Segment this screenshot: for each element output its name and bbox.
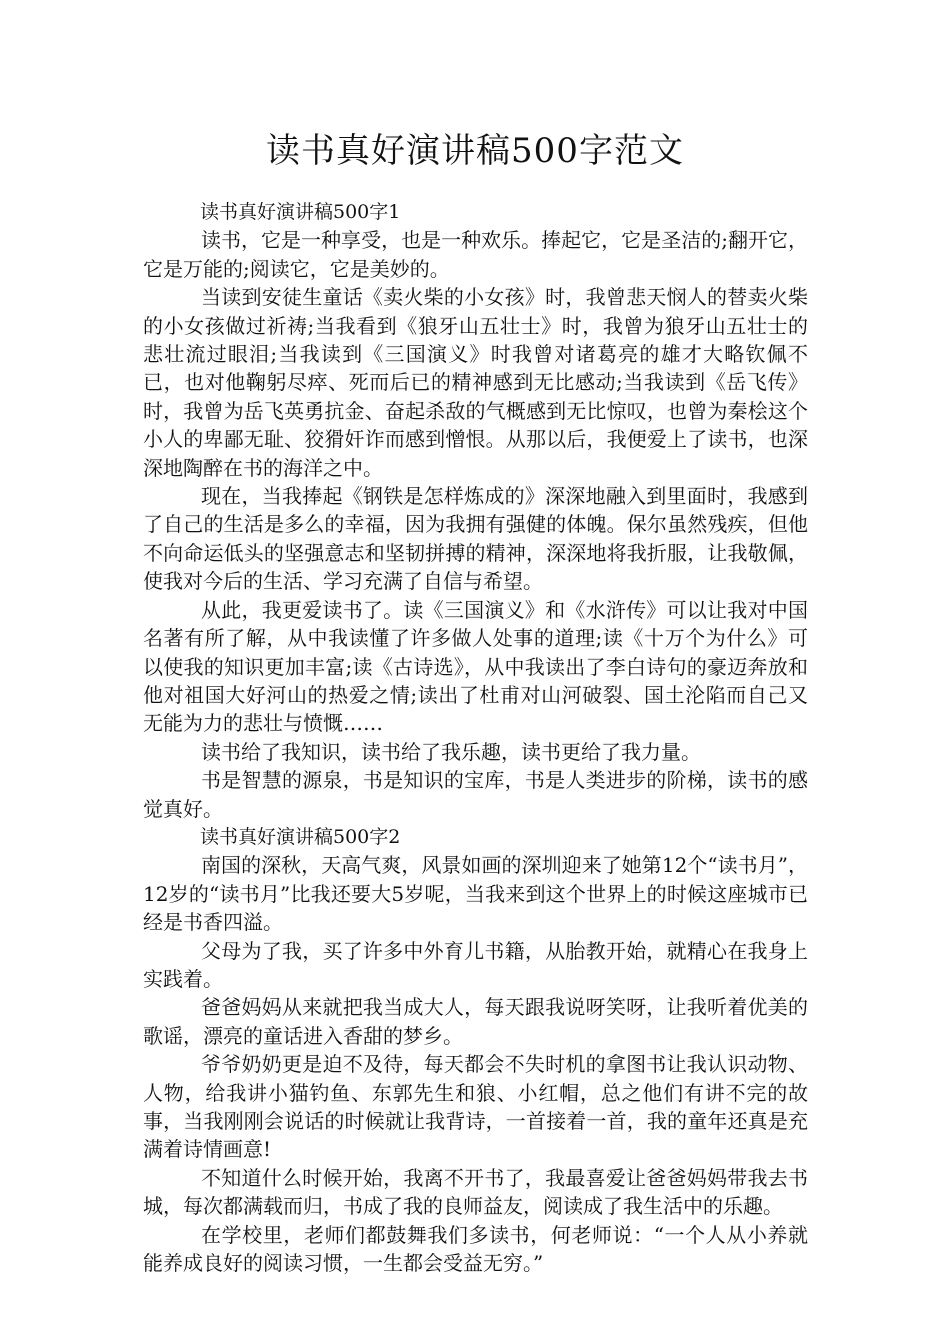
paragraph: 爸爸妈妈从来就把我当成大人，每天跟我说呀笑呀，让我听着优美的歌谣，漂亮的童话进入香甜的梦乡。 (143, 995, 808, 1048)
paragraph: 读书给了我知识，读书给了我乐趣，读书更给了我力量。 (201, 739, 701, 764)
section-heading-1: 读书真好演讲稿500字1 (200, 201, 401, 223)
paragraph: 读书，它是一种享受，也是一种欢乐。捧起它，它是圣洁的;翻开它，它是万能的;阅读它，它是美妙的。 (143, 228, 808, 281)
paragraph: 现在，当我捧起《钢铁是怎样炼成的》深深地融入到里面时，我感到了自己的生活是多么的幸福，因为我拥有强健的体魄。保尔虽然残疾，但他不向命运低头的坚强意志和坚韧拼搏的精神，深深地将我折服，让我敬佩，使我对今后的生活、学习充满了自信与希望。 (143, 484, 808, 594)
section-heading-2: 读书真好演讲稿500字2 (200, 825, 401, 848)
paragraph: 南国的深秋，天高气爽，风景如画的深圳迎来了她第12个“读书月”，12岁的“读书月”比我还要大5岁呢，当我来到这个世界上的时候这座城市已经是书香四溢。 (143, 853, 808, 935)
document-title: 读书真好演讲稿500字范文 (266, 131, 684, 171)
paragraph: 书是智慧的源泉，书是知识的宝库，书是人类进步的阶梯，读书的感觉真好。 (143, 768, 808, 821)
paragraph: 父母为了我，买了许多中外育儿书籍，从胎教开始，就精心在我身上实践着。 (143, 938, 808, 991)
paragraph: 爷爷奶奶更是迫不及待，每天都会不失时机的拿图书让我认识动物、人物，给我讲小猫钓鱼、东郭先生和狼、小红帽，总之他们有讲不完的故事，当我刚刚会说话的时候就让我背诗，一首接着一首，我的童年还真是充满着诗情画意! (143, 1052, 808, 1162)
paragraph: 当读到安徒生童话《卖火柴的小女孩》时，我曾悲天悯人的替卖火柴的小女孩做过祈祷;当我看到《狼牙山五壮士》时，我曾为狼牙山五壮士的悲壮流过眼泪;当我读到《三国演义》时我曾对诸葛亮的雄才大略钦佩不已，也对他鞠躬尽瘁、死而后已的精神感到无比感动;当我读到《岳飞传》时，我曾为岳飞英勇抗金、奋起杀敌的气概感到无比惊叹，也曾为秦桧这个小人的卑鄙无耻、狡猾奸诈而感到憎恨。从那以后，我便爱上了读书，也深深地陶醉在书的海洋之中。 (143, 285, 808, 480)
paragraph: 在学校里，老师们都鼓舞我们多读书，何老师说：“一个人从小养就能养成良好的阅读习惯，一生都会受益无穷。” (143, 1222, 808, 1276)
paragraph: 不知道什么时候开始，我离不开书了，我最喜爱让爸爸妈妈带我去书城，每次都满载而归，书成了我的良师益友，阅读成了我生活中的乐趣。 (143, 1165, 808, 1219)
document-body (143, 198, 808, 1277)
paragraph: 从此，我更爱读书了。读《三国演义》和《水浒传》可以让我对中国名著有所了解，从中我读懂了许多做人处事的道理;读《十万个为什么》可以使我的知识更加丰富;读《古诗选》，从中我读出了李白诗句的豪迈奔放和他对祖国大好河山的热爱之情;读出了杜甫对山河破裂、国土沦陷而自己又无能为力的悲壮与愤慨…… (143, 597, 808, 736)
